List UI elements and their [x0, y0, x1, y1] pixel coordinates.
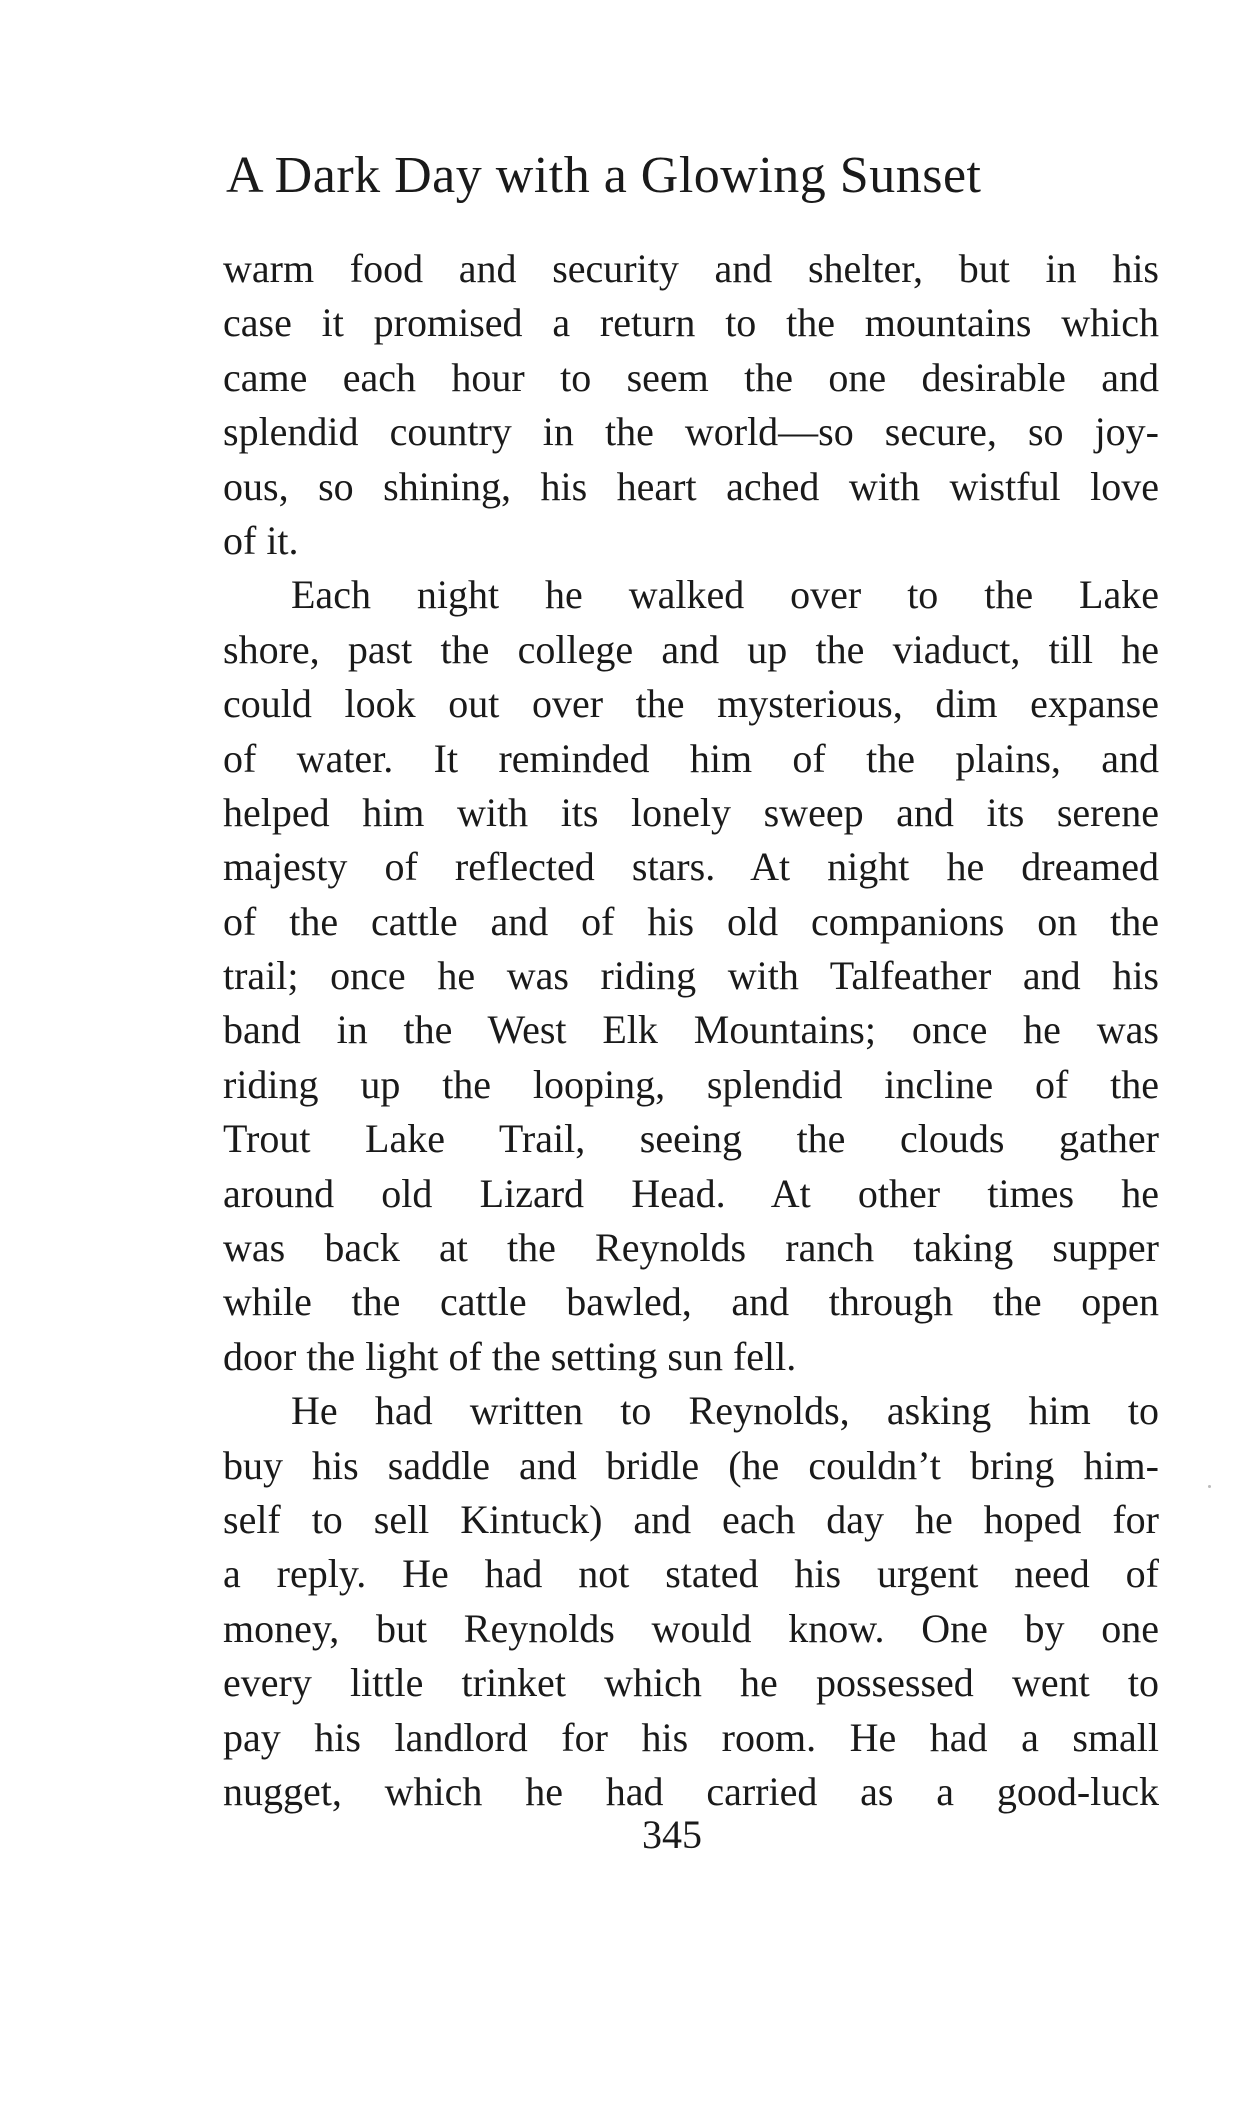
text-line: band in the West Elk Mountains; once he was	[223, 1007, 1159, 1053]
text-line: while the cattle bawled, and through the open	[223, 1279, 1159, 1325]
text-line: around old Lizard Head. At other times he	[223, 1170, 1159, 1216]
body-text	[223, 242, 1159, 1819]
text-line: of it.	[223, 517, 299, 563]
text-line: money, but Reynolds would know. One by one	[223, 1605, 1159, 1651]
text-line: could look out over the mysterious, dim expanse	[223, 681, 1159, 727]
text-line: Each night he walked over to the Lake	[291, 572, 1159, 618]
text-line: a reply. He had not stated his urgent need of	[223, 1551, 1159, 1597]
scan-speck	[1208, 1485, 1211, 1488]
text-line: nugget, which he had carried as a good-luck	[223, 1768, 1159, 1814]
text-line: was back at the Reynolds ranch taking supper	[223, 1225, 1159, 1271]
text-line: riding up the looping, splendid incline of the	[223, 1061, 1159, 1107]
text-line: of water. It reminded him of the plains, and	[223, 735, 1159, 781]
text-line: shore, past the college and up the viaduct, till he	[223, 626, 1159, 672]
text-line: door the light of the setting sun fell.	[223, 1333, 797, 1379]
text-line: came each hour to seem the one desirable and	[223, 354, 1159, 400]
text-line: buy his saddle and bridle (he couldn’t bring him-	[223, 1442, 1159, 1488]
page-number: 345	[642, 1812, 702, 1857]
text-line: majesty of reflected stars. At night he dreamed	[223, 844, 1159, 890]
text-line: of the cattle and of his old companions on the	[223, 898, 1159, 944]
text-line: splendid country in the world—so secure, so joy-	[223, 409, 1159, 455]
text-line: ous, so shining, his heart ached with wistful love	[223, 463, 1159, 509]
text-line: pay his landlord for his room. He had a small	[223, 1714, 1159, 1760]
text-line: every little trinket which he possessed went to	[223, 1660, 1159, 1706]
text-line: Trout Lake Trail, seeing the clouds gather	[223, 1116, 1159, 1162]
text-line: helped him with its lonely sweep and its serene	[223, 789, 1159, 835]
text-line: self to sell Kintuck) and each day he hoped for	[223, 1496, 1159, 1542]
running-head: A Dark Day with a Glowing Sunset	[226, 147, 982, 204]
text-line: He had written to Reynolds, asking him to	[291, 1388, 1159, 1434]
text-line: trail; once he was riding with Talfeather and his	[223, 953, 1159, 999]
text-line: case it promised a return to the mountains which	[223, 300, 1159, 346]
text-line: warm food and security and shelter, but in his	[223, 246, 1159, 291]
